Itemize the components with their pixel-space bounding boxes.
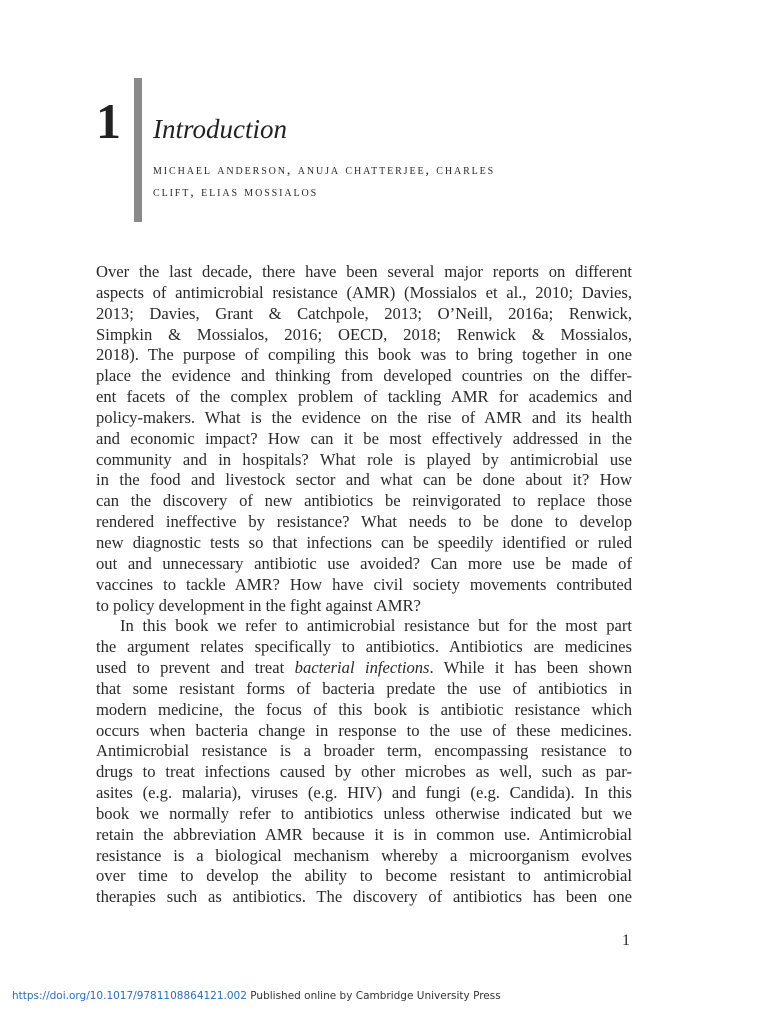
text-line: ent facets of the complex problem of tackling AMR for academics and bbox=[96, 387, 632, 407]
paragraph-1 bbox=[96, 262, 632, 616]
text-line: policy-makers. What is the evidence on the rise of AMR and its health bbox=[96, 407, 632, 427]
text-line: retain the abbreviation AMR because it is in common use. Antimicrobial bbox=[96, 824, 632, 844]
paragraph-2 bbox=[96, 616, 632, 908]
text-line: Antimicrobial resistance is a broader term, encompassing resistance to bbox=[96, 741, 632, 761]
text-line: asites (e.g. malaria), viruses (e.g. HIV) and fungi (e.g. Candida). In this bbox=[96, 783, 632, 803]
text-segment: used to prevent and treat bbox=[96, 658, 295, 678]
emphasis-text: bacterial infections bbox=[294, 658, 430, 678]
text-segment: . While it has been shown bbox=[429, 658, 633, 678]
text-line bbox=[96, 658, 632, 679]
text-line: and economic impact? How can it be most effectively addressed in the bbox=[96, 428, 632, 448]
page-number: 1 bbox=[622, 932, 630, 949]
doi-link[interactable]: https://doi.org/10.1017/9781108864121.002 bbox=[12, 990, 247, 1002]
text-line: in the food and livestock sector and what can be done about it? How bbox=[96, 470, 632, 490]
chapter-title: Introduction bbox=[153, 114, 287, 144]
text-line: book we normally refer to antibiotics unless otherwise indicated but we bbox=[96, 803, 632, 823]
text-line: drugs to treat infections caused by other microbes as well, such as par- bbox=[96, 762, 632, 782]
text-line: place the evidence and thinking from developed countries on the differ- bbox=[96, 366, 632, 386]
text-line: Over the last decade, there have been several major reports on different bbox=[96, 262, 632, 281]
text-line: In this book we refer to antimicrobial resistance but for the most part bbox=[120, 616, 632, 636]
footer-text: Published online by Cambridge University Press bbox=[246, 990, 501, 1002]
text-line: over time to develop the ability to become resistant to antimicrobial bbox=[96, 866, 632, 886]
chapter-authors bbox=[153, 160, 633, 204]
text-line: to policy development in the fight against AMR? bbox=[96, 595, 421, 615]
text-line: occurs when bacteria change in response to the use of these medicines. bbox=[96, 720, 632, 740]
footer bbox=[12, 990, 501, 1002]
text-line: new diagnostic tests so that infections can be speedily identified or ruled bbox=[96, 532, 632, 552]
text-line: resistance is a biological mechanism whereby a microorganism evolves bbox=[96, 845, 632, 865]
text-line: 2018). The purpose of compiling this book was to bring together in one bbox=[96, 345, 632, 365]
authors-line: michael anderson, anuja chatterjee, charles bbox=[153, 163, 496, 178]
text-line: therapies such as antibiotics. The discovery of antibiotics has been one bbox=[96, 887, 632, 907]
authors-line: clift, elias mossialos bbox=[153, 185, 319, 200]
text-line: aspects of antimicrobial resistance (AMR) (Mossialos et al., 2010; Davies, bbox=[96, 282, 632, 302]
body-text bbox=[96, 262, 632, 908]
text-line: vaccines to tackle AMR? How have civil society movements contributed bbox=[96, 574, 632, 594]
text-line: out and unnecessary antibiotic use avoided? Can more use be made of bbox=[96, 553, 632, 573]
text-line: the argument relates specifically to antibiotics. Antibiotics are medicines bbox=[96, 637, 632, 657]
chapter-divider-bar bbox=[134, 78, 142, 222]
text-line: that some resistant forms of bacteria predate the use of antibiotics in bbox=[96, 678, 632, 698]
text-line: community and in hospitals? What role is played by antimicrobial use bbox=[96, 449, 632, 469]
text-line: Simpkin & Mossialos, 2016; OECD, 2018; Renwick & Mossialos, bbox=[96, 324, 632, 344]
text-line: 2013; Davies, Grant & Catchpole, 2013; O’Neill, 2016a; Renwick, bbox=[96, 303, 632, 323]
text-line: can the discovery of new antibiotics be reinvigorated to replace those bbox=[96, 491, 632, 511]
text-line: modern medicine, the focus of this book is antibiotic resistance which bbox=[96, 699, 632, 719]
text-line: rendered ineffective by resistance? What needs to be done to develop bbox=[96, 512, 632, 532]
chapter-number: 1 bbox=[96, 93, 121, 149]
